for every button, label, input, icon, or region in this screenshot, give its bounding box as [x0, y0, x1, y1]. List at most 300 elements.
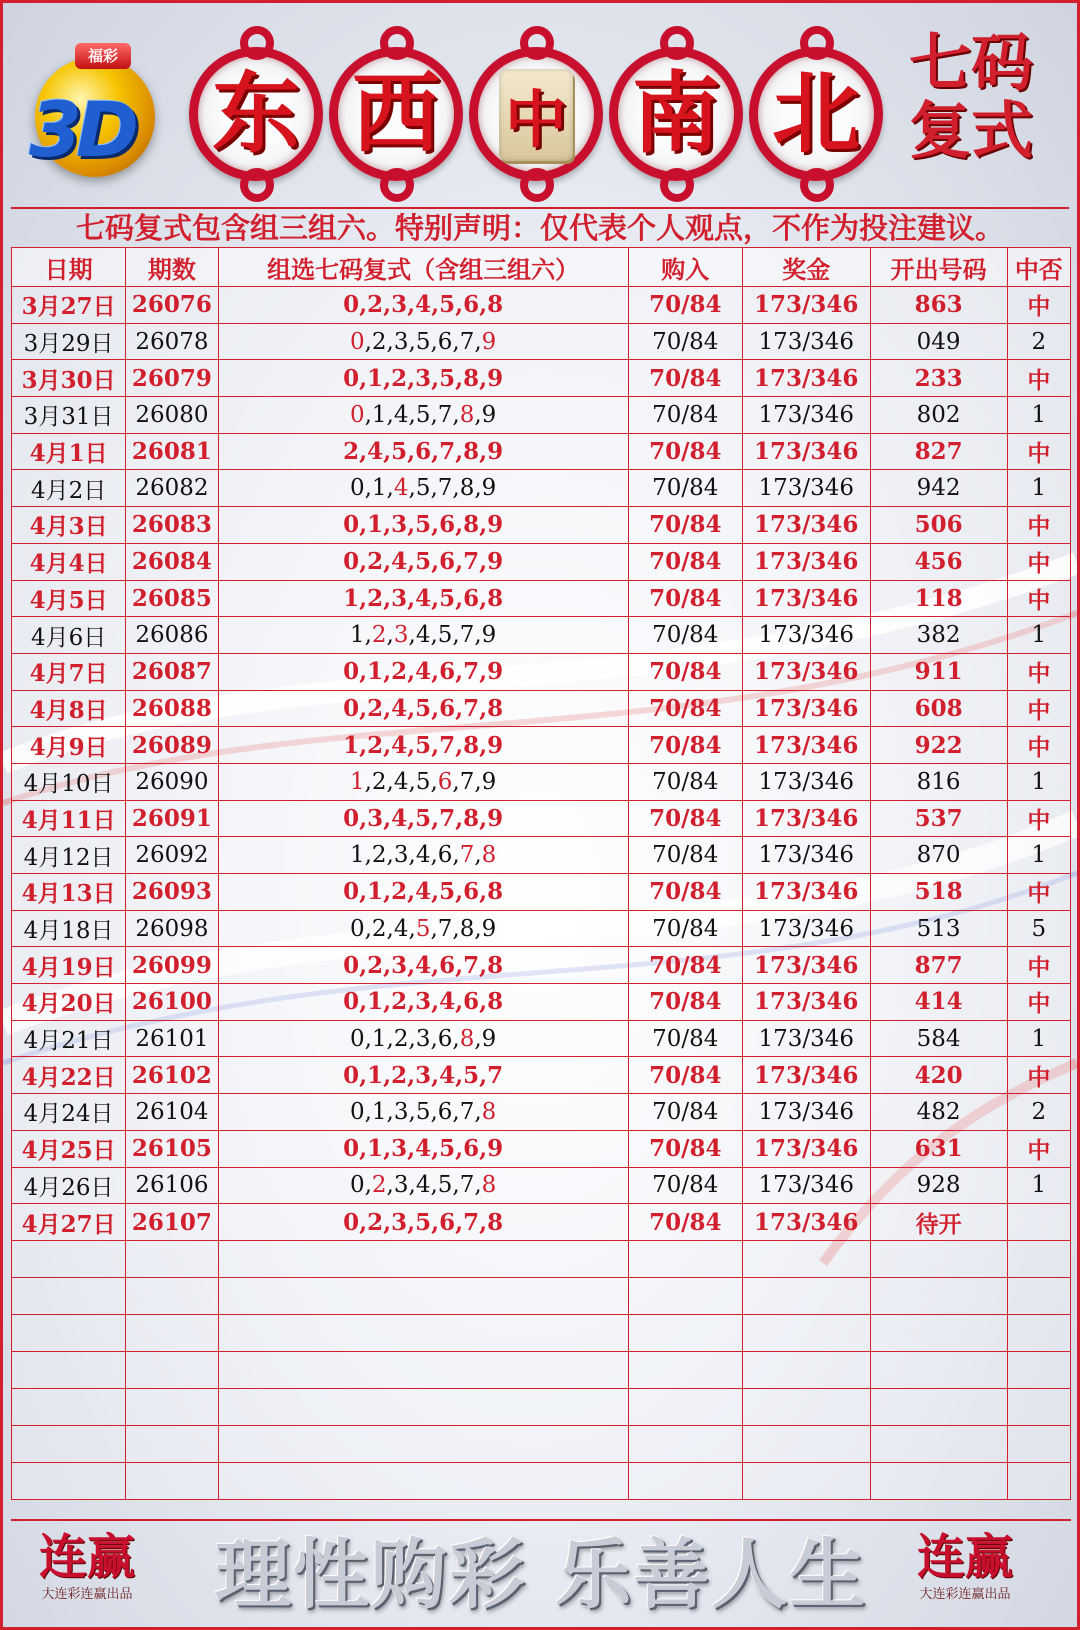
cell-combo: 0,3,4,5,7,8,9 [218, 800, 628, 837]
combo-text: 0,1,4,5,7,8,9 [349, 475, 497, 502]
empty-cell [12, 1314, 126, 1351]
cell-issue: 26083 [126, 507, 218, 544]
cell-result: 中 [1007, 433, 1070, 470]
cell-combo [218, 323, 628, 360]
cell-date: 4月7日 [12, 653, 126, 690]
empty-row [12, 1351, 1071, 1388]
cell-prize: 173/346 [742, 543, 870, 580]
cell-result: 中 [1007, 800, 1070, 837]
cell-buy: 70/84 [628, 1020, 742, 1057]
cell-date: 3月29日 [12, 323, 126, 360]
combo-text: 0,1,4,5,7,8,9 [349, 401, 497, 428]
table-row [12, 1020, 1071, 1057]
table-row [12, 763, 1071, 800]
table-row [12, 690, 1071, 727]
cell-result: 1 [1007, 397, 1070, 434]
cell-combo [218, 1094, 628, 1131]
empty-cell [628, 1351, 742, 1388]
brand-name: 连赢 [38, 1529, 135, 1585]
empty-cell [218, 1351, 628, 1388]
cell-issue: 26091 [126, 800, 218, 837]
cell-draw: 863 [870, 287, 1007, 324]
char-south: 南 [601, 39, 751, 189]
empty-row [12, 1314, 1071, 1351]
empty-cell [12, 1277, 126, 1314]
empty-cell [126, 1277, 218, 1314]
cell-result [1007, 1204, 1070, 1241]
cell-prize: 173/346 [742, 397, 870, 434]
cell-buy: 70/84 [628, 653, 742, 690]
empty-cell [870, 1314, 1007, 1351]
empty-cell [628, 1462, 742, 1499]
cell-prize: 173/346 [742, 507, 870, 544]
empty-cell [1007, 1314, 1070, 1351]
cell-result: 中 [1007, 727, 1070, 764]
cell-draw: 584 [870, 1020, 1007, 1057]
brand-logo-right [905, 1529, 1025, 1605]
cell-result: 中 [1007, 874, 1070, 911]
cell-combo: 0,1,2,4,5,6,8 [218, 874, 628, 911]
empty-cell [12, 1462, 126, 1499]
empty-row [12, 1462, 1071, 1499]
cell-prize: 173/346 [742, 984, 870, 1021]
cell-date: 4月13日 [12, 874, 126, 911]
cell-issue: 26086 [126, 617, 218, 654]
cell-buy: 70/84 [628, 800, 742, 837]
cell-issue: 26090 [126, 763, 218, 800]
cell-buy: 70/84 [628, 323, 742, 360]
cell-draw: 482 [870, 1094, 1007, 1131]
empty-cell [742, 1277, 870, 1314]
cell-issue: 26082 [126, 470, 218, 507]
table-row [12, 1204, 1071, 1241]
cell-draw: 537 [870, 800, 1007, 837]
cell-date: 4月4日 [12, 543, 126, 580]
cell-result: 中 [1007, 690, 1070, 727]
table-row [12, 984, 1071, 1021]
cell-prize: 173/346 [742, 323, 870, 360]
empty-cell [1007, 1277, 1070, 1314]
cell-buy: 70/84 [628, 360, 742, 397]
cell-combo: 0,1,3,5,6,8,9 [218, 507, 628, 544]
cell-buy: 70/84 [628, 580, 742, 617]
cell-buy: 70/84 [628, 617, 742, 654]
cell-combo: 0,1,2,3,4,5,7 [218, 1057, 628, 1094]
cell-combo: 0,1,2,3,5,8,9 [218, 360, 628, 397]
header-combo: 组选七码复式（含组三组六） [218, 248, 628, 287]
cell-result: 中 [1007, 543, 1070, 580]
cell-draw: 631 [870, 1130, 1007, 1167]
cell-issue: 26079 [126, 360, 218, 397]
cell-buy: 70/84 [628, 947, 742, 984]
cell-date: 4月18日 [12, 910, 126, 947]
cell-buy: 70/84 [628, 837, 742, 874]
table-row [12, 800, 1071, 837]
cell-result: 2 [1007, 323, 1070, 360]
cell-issue: 26088 [126, 690, 218, 727]
cell-draw: 382 [870, 617, 1007, 654]
cell-draw: 414 [870, 984, 1007, 1021]
cell-date: 4月26日 [12, 1167, 126, 1204]
cell-combo: 0,2,3,4,6,7,8 [218, 947, 628, 984]
table-row [12, 874, 1071, 911]
cell-combo [218, 837, 628, 874]
cell-date: 3月30日 [12, 360, 126, 397]
cell-prize: 173/346 [742, 800, 870, 837]
cell-date: 4月9日 [12, 727, 126, 764]
table-row [12, 543, 1071, 580]
cell-date: 4月22日 [12, 1057, 126, 1094]
header-draw: 开出号码 [870, 248, 1007, 287]
combo-text: 0,2,3,4,5,7,8 [349, 1172, 497, 1199]
cell-date: 4月21日 [12, 1020, 126, 1057]
cell-buy: 70/84 [628, 1057, 742, 1094]
cell-draw: 911 [870, 653, 1007, 690]
cell-buy: 70/84 [628, 690, 742, 727]
header [3, 3, 1077, 211]
header-issue: 期数 [126, 248, 218, 287]
logo-3d-text: 3D [29, 85, 133, 174]
cell-buy: 70/84 [628, 874, 742, 911]
cell-buy: 70/84 [628, 1204, 742, 1241]
cell-prize: 173/346 [742, 690, 870, 727]
empty-cell [218, 1388, 628, 1425]
cell-draw: 420 [870, 1057, 1007, 1094]
cell-draw: 802 [870, 397, 1007, 434]
side-title-line1: 七码 [908, 26, 1033, 99]
cell-result: 中 [1007, 653, 1070, 690]
cell-buy: 70/84 [628, 507, 742, 544]
cell-draw: 049 [870, 323, 1007, 360]
empty-cell [742, 1351, 870, 1388]
cell-combo: 1,2,3,4,5,6,8 [218, 580, 628, 617]
empty-cell [126, 1388, 218, 1425]
empty-cell [218, 1314, 628, 1351]
side-title-line2: 复式 [908, 94, 1033, 167]
cell-prize: 173/346 [742, 1204, 870, 1241]
empty-cell [742, 1388, 870, 1425]
cell-result: 中 [1007, 580, 1070, 617]
header-date: 日期 [12, 248, 126, 287]
cell-prize: 173/346 [742, 1057, 870, 1094]
cell-combo: 0,2,4,5,6,7,9 [218, 543, 628, 580]
table-row [12, 1094, 1071, 1131]
cell-combo [218, 470, 628, 507]
cell-buy: 70/84 [628, 287, 742, 324]
cell-prize: 173/346 [742, 360, 870, 397]
cell-buy: 70/84 [628, 543, 742, 580]
cell-prize: 173/346 [742, 1167, 870, 1204]
header-buy: 购入 [628, 248, 742, 287]
cell-draw: 待开 [870, 1204, 1007, 1241]
table-row [12, 433, 1071, 470]
cell-issue: 26104 [126, 1094, 218, 1131]
empty-cell [742, 1240, 870, 1277]
cell-prize: 173/346 [742, 1094, 870, 1131]
cell-issue: 26105 [126, 1130, 218, 1167]
char-west: 西 [321, 39, 471, 189]
cell-draw: 922 [870, 727, 1007, 764]
cell-result: 中 [1007, 287, 1070, 324]
cell-combo: 0,1,3,4,5,6,9 [218, 1130, 628, 1167]
table-row [12, 653, 1071, 690]
empty-cell [218, 1277, 628, 1314]
cell-issue: 26098 [126, 910, 218, 947]
empty-cell [742, 1314, 870, 1351]
brand-name: 连赢 [916, 1529, 1013, 1585]
cell-prize: 173/346 [742, 470, 870, 507]
empty-cell [628, 1277, 742, 1314]
empty-cell [12, 1388, 126, 1425]
cell-draw: 608 [870, 690, 1007, 727]
cell-result: 中 [1007, 1057, 1070, 1094]
cell-buy: 70/84 [628, 1094, 742, 1131]
table-row [12, 617, 1071, 654]
empty-cell [12, 1351, 126, 1388]
cell-result: 2 [1007, 1094, 1070, 1131]
empty-cell [126, 1425, 218, 1462]
table-row [12, 1057, 1071, 1094]
combo-text: 0,2,3,5,6,7,9 [349, 328, 497, 355]
cell-draw: 928 [870, 1167, 1007, 1204]
cell-combo [218, 910, 628, 947]
cell-issue: 26076 [126, 287, 218, 324]
cell-issue: 26100 [126, 984, 218, 1021]
header-result: 中否 [1007, 248, 1070, 287]
cell-draw: 870 [870, 837, 1007, 874]
direction-characters [181, 39, 891, 189]
logo-badge: 福彩 [75, 43, 131, 69]
cell-result: 中 [1007, 947, 1070, 984]
table-row [12, 727, 1071, 764]
cell-result: 1 [1007, 763, 1070, 800]
cell-combo: 2,4,5,6,7,8,9 [218, 433, 628, 470]
char-east: 东 [181, 39, 331, 189]
table-row [12, 507, 1071, 544]
cell-date: 4月12日 [12, 837, 126, 874]
table-row [12, 360, 1071, 397]
cell-buy: 70/84 [628, 470, 742, 507]
cell-result: 1 [1007, 1020, 1070, 1057]
empty-cell [628, 1314, 742, 1351]
cell-buy: 70/84 [628, 984, 742, 1021]
cell-date: 4月5日 [12, 580, 126, 617]
cell-draw: 506 [870, 507, 1007, 544]
cell-prize: 173/346 [742, 874, 870, 911]
empty-cell [870, 1351, 1007, 1388]
cell-result: 中 [1007, 984, 1070, 1021]
cell-prize: 173/346 [742, 1020, 870, 1057]
cell-prize: 173/346 [742, 947, 870, 984]
cell-date: 4月19日 [12, 947, 126, 984]
cell-result: 中 [1007, 507, 1070, 544]
cell-date: 4月1日 [12, 433, 126, 470]
cell-date: 4月6日 [12, 617, 126, 654]
cell-combo: 0,2,3,5,6,7,8 [218, 1204, 628, 1241]
empty-row [12, 1240, 1071, 1277]
cell-draw: 233 [870, 360, 1007, 397]
cell-combo: 1,2,4,5,7,8,9 [218, 727, 628, 764]
results-table [11, 247, 1071, 1500]
table-row [12, 470, 1071, 507]
combo-text: 1,2,4,5,6,7,9 [349, 768, 497, 795]
cell-date: 4月20日 [12, 984, 126, 1021]
combo-text: 1,2,3,4,5,7,9 [349, 622, 497, 649]
cell-prize: 173/346 [742, 433, 870, 470]
cell-prize: 173/346 [742, 580, 870, 617]
footer [11, 1519, 1071, 1629]
cell-date: 3月27日 [12, 287, 126, 324]
cell-prize: 173/346 [742, 617, 870, 654]
cell-result: 1 [1007, 837, 1070, 874]
cell-combo: 0,2,3,4,5,6,8 [218, 287, 628, 324]
char-center: 中 [461, 39, 611, 189]
char-north: 北 [741, 39, 891, 189]
empty-cell [628, 1240, 742, 1277]
cell-date: 4月24日 [12, 1094, 126, 1131]
cell-result: 1 [1007, 617, 1070, 654]
disclaimer-notice: 七码复式包含组三组六。特别声明：仅代表个人观点，不作为投注建议。 [11, 207, 1069, 247]
empty-row [12, 1388, 1071, 1425]
empty-cell [1007, 1351, 1070, 1388]
cell-date: 3月31日 [12, 397, 126, 434]
table-row [12, 323, 1071, 360]
cell-date: 4月27日 [12, 1204, 126, 1241]
cell-draw: 118 [870, 580, 1007, 617]
cell-date: 4月8日 [12, 690, 126, 727]
table-row [12, 580, 1071, 617]
brand-subtitle: 大连彩连赢出品 [41, 1587, 133, 1602]
cell-combo [218, 617, 628, 654]
cell-buy: 70/84 [628, 763, 742, 800]
empty-cell [870, 1240, 1007, 1277]
empty-cell [126, 1314, 218, 1351]
empty-cell [218, 1425, 628, 1462]
cell-date: 4月25日 [12, 1130, 126, 1167]
empty-cell [218, 1462, 628, 1499]
cell-combo: 0,2,4,5,6,7,8 [218, 690, 628, 727]
brand-subtitle: 大连彩连赢出品 [919, 1587, 1011, 1602]
cell-date: 4月10日 [12, 763, 126, 800]
table-row [12, 1167, 1071, 1204]
cell-buy: 70/84 [628, 1167, 742, 1204]
cell-combo [218, 397, 628, 434]
cell-combo [218, 1167, 628, 1204]
cell-date: 4月11日 [12, 800, 126, 837]
cell-buy: 70/84 [628, 727, 742, 764]
empty-row [12, 1425, 1071, 1462]
table-row [12, 947, 1071, 984]
table-row [12, 910, 1071, 947]
slogan: 理性购彩 乐善人生 [214, 1530, 868, 1619]
table-row [12, 397, 1071, 434]
combo-text: 0,1,2,3,6,8,9 [349, 1025, 497, 1052]
cell-issue: 26093 [126, 874, 218, 911]
cell-result: 1 [1007, 470, 1070, 507]
fucai-3d-logo [25, 43, 165, 183]
cell-buy: 70/84 [628, 910, 742, 947]
cell-result: 中 [1007, 360, 1070, 397]
cell-issue: 26080 [126, 397, 218, 434]
cell-draw: 518 [870, 874, 1007, 911]
table-header-row [12, 248, 1071, 287]
cell-buy: 70/84 [628, 397, 742, 434]
brand-logo-left [27, 1529, 147, 1605]
empty-cell [628, 1388, 742, 1425]
cell-combo [218, 763, 628, 800]
empty-cell [742, 1425, 870, 1462]
cell-draw: 827 [870, 433, 1007, 470]
cell-draw: 456 [870, 543, 1007, 580]
combo-text: 0,1,3,5,6,7,8 [349, 1098, 497, 1125]
table-row [12, 837, 1071, 874]
cell-draw: 877 [870, 947, 1007, 984]
cell-prize: 173/346 [742, 910, 870, 947]
cell-issue: 26107 [126, 1204, 218, 1241]
combo-text: 1,2,3,4,6,7,8 [349, 842, 497, 869]
combo-text: 0,2,4,5,7,8,9 [349, 915, 497, 942]
cell-draw: 942 [870, 470, 1007, 507]
cell-prize: 173/346 [742, 287, 870, 324]
cell-date: 4月2日 [12, 470, 126, 507]
cell-issue: 26081 [126, 433, 218, 470]
empty-cell [126, 1462, 218, 1499]
empty-cell [1007, 1462, 1070, 1499]
cell-issue: 26102 [126, 1057, 218, 1094]
empty-cell [1007, 1240, 1070, 1277]
empty-cell [1007, 1425, 1070, 1462]
cell-issue: 26101 [126, 1020, 218, 1057]
cell-issue: 26078 [126, 323, 218, 360]
empty-cell [218, 1240, 628, 1277]
empty-cell [742, 1462, 870, 1499]
cell-issue: 26084 [126, 543, 218, 580]
cell-prize: 173/346 [742, 1130, 870, 1167]
empty-cell [870, 1425, 1007, 1462]
cell-issue: 26085 [126, 580, 218, 617]
cell-prize: 173/346 [742, 837, 870, 874]
cell-draw: 816 [870, 763, 1007, 800]
table-row [12, 287, 1071, 324]
cell-buy: 70/84 [628, 1130, 742, 1167]
empty-cell [1007, 1388, 1070, 1425]
cell-issue: 26087 [126, 653, 218, 690]
cell-result: 中 [1007, 1130, 1070, 1167]
empty-cell [628, 1425, 742, 1462]
empty-cell [12, 1240, 126, 1277]
cell-date: 4月3日 [12, 507, 126, 544]
table-body [12, 287, 1071, 1500]
cell-issue: 26106 [126, 1167, 218, 1204]
empty-cell [126, 1351, 218, 1388]
table-row [12, 1130, 1071, 1167]
cell-combo: 0,1,2,4,6,7,9 [218, 653, 628, 690]
cell-result: 1 [1007, 1167, 1070, 1204]
cell-prize: 173/346 [742, 727, 870, 764]
empty-cell [870, 1388, 1007, 1425]
empty-cell [12, 1425, 126, 1462]
cell-combo: 0,1,2,3,4,6,8 [218, 984, 628, 1021]
header-prize: 奖金 [742, 248, 870, 287]
cell-combo [218, 1020, 628, 1057]
cell-issue: 26092 [126, 837, 218, 874]
cell-result: 5 [1007, 910, 1070, 947]
cell-draw: 513 [870, 910, 1007, 947]
cell-prize: 173/346 [742, 653, 870, 690]
empty-cell [870, 1462, 1007, 1499]
cell-issue: 26099 [126, 947, 218, 984]
cell-buy: 70/84 [628, 433, 742, 470]
